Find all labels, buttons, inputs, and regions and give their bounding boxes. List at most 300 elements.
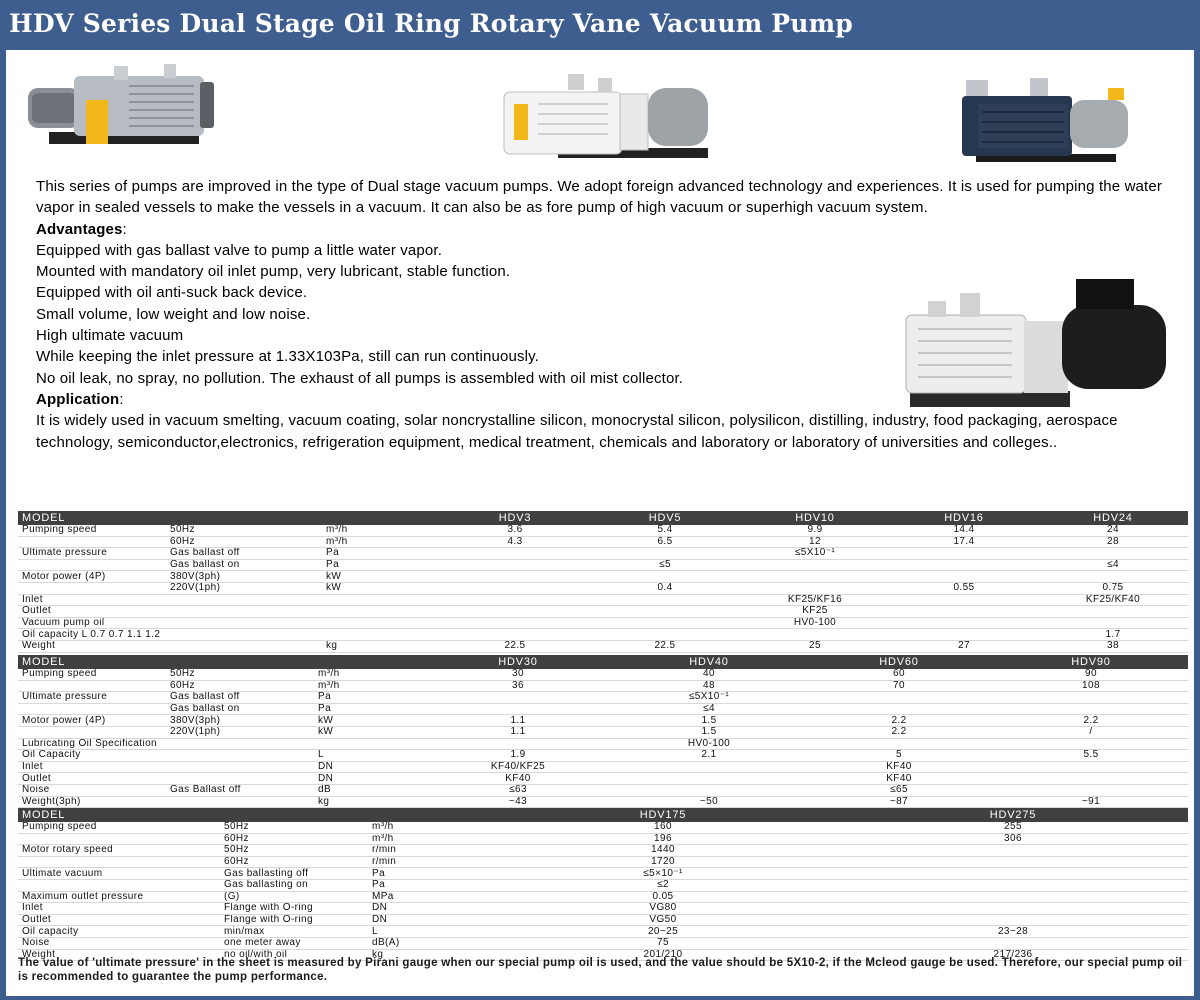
value-cell: HV0-100	[740, 617, 890, 629]
value-cell: 12	[740, 536, 890, 548]
table-row	[18, 715, 1188, 727]
value-cell	[838, 879, 1188, 891]
row-label-cell: Noise	[18, 937, 220, 949]
table-row	[18, 680, 1188, 692]
value-cell	[994, 773, 1188, 785]
row-label-cell: Motor power (4P)	[18, 571, 166, 583]
title-bar	[0, 0, 1200, 50]
row-label-cell	[18, 726, 166, 738]
table-row	[18, 914, 1188, 926]
table-row	[18, 629, 1188, 641]
value-cell: 2.2	[994, 715, 1188, 727]
row-sublabel-cell: Pa	[322, 559, 440, 571]
value-cell	[440, 617, 590, 629]
value-cell	[994, 738, 1188, 750]
row-label-cell: Pumping speed	[18, 822, 220, 833]
row-sublabel-cell: r/min	[368, 845, 488, 857]
value-cell: 28	[1038, 536, 1188, 548]
value-cell	[422, 738, 614, 750]
value-cell	[890, 606, 1038, 618]
advantages-heading: Advantages:	[36, 220, 127, 238]
row-label-cell: Pumping speed	[18, 525, 166, 536]
footnote: The value of 'ultimate pressure' in the sheet is measured by Pirani gauge when our special pump oil is used, and the value should be 5X10-2, if the Mcleod gauge be used. Therefore, our special pump oil is recommended to guarantee the pump performance.	[18, 957, 1183, 983]
value-cell: ~50	[614, 796, 804, 808]
table-row	[18, 822, 1188, 833]
value-cell: ≤63	[422, 784, 614, 796]
row-label-cell: Motor rotary speed	[18, 845, 220, 857]
value-cell	[838, 845, 1188, 857]
value-cell	[440, 548, 590, 560]
table-row	[18, 856, 1188, 868]
row-sublabel-cell: dB(A)	[368, 937, 488, 949]
application-heading: Application:	[36, 390, 124, 408]
model-column-header	[322, 511, 440, 525]
value-cell	[590, 617, 740, 629]
row-sublabel-cell: 60Hz	[166, 536, 322, 548]
advantage-item: While keeping the inlet pressure at 1.33X103Pa, still can run continuously.	[36, 348, 539, 366]
table-row	[18, 926, 1188, 938]
value-cell	[440, 606, 590, 618]
table-row	[18, 750, 1188, 762]
value-cell	[890, 559, 1038, 571]
table-row	[18, 617, 1188, 629]
row-label-cell: Inlet	[18, 761, 166, 773]
value-cell	[590, 594, 740, 606]
row-sublabel-cell: 380V(3ph)	[166, 571, 322, 583]
row-sublabel-cell: kW	[322, 582, 440, 594]
value-cell	[1038, 606, 1188, 618]
row-label-cell	[18, 703, 166, 715]
value-cell	[890, 548, 1038, 560]
row-sublabel-cell	[322, 617, 440, 629]
value-cell	[994, 703, 1188, 715]
row-sublabel-cell: kg	[314, 796, 422, 808]
value-cell: 36	[422, 680, 614, 692]
value-cell: 4.3	[440, 536, 590, 548]
row-sublabel-cell: m³/h	[322, 536, 440, 548]
model-header-cell: MODEL	[18, 655, 166, 669]
value-cell: 5.5	[994, 750, 1188, 762]
table-row	[18, 773, 1188, 785]
model-column-header: HDV175	[488, 808, 838, 822]
value-cell	[740, 629, 890, 641]
value-cell: 2.2	[804, 726, 994, 738]
value-cell	[614, 784, 804, 796]
row-sublabel-cell: kW	[314, 726, 422, 738]
value-cell: 75	[488, 937, 838, 949]
row-sublabel-cell: min/max	[220, 926, 368, 938]
table-row	[18, 692, 1188, 704]
model-column-header: HDV275	[838, 808, 1188, 822]
row-sublabel-cell: m³/h	[368, 833, 488, 845]
value-cell: 5.4	[590, 525, 740, 536]
row-label-cell	[18, 833, 220, 845]
row-sublabel-cell: Flange with O-ring	[220, 903, 368, 915]
row-sublabel-cell	[166, 796, 314, 808]
model-column-header: HDV30	[422, 655, 614, 669]
spec-table-hdv175-275	[18, 808, 1188, 961]
row-sublabel-cell	[166, 761, 314, 773]
row-sublabel-cell: m³/h	[322, 525, 440, 536]
value-cell: ≤5	[590, 559, 740, 571]
row-label-cell: Outlet	[18, 606, 166, 618]
value-cell: ≤4	[614, 703, 804, 715]
advantage-item: High ultimate vacuum	[36, 327, 184, 345]
row-sublabel-cell: Pa	[368, 868, 488, 880]
table-row	[18, 784, 1188, 796]
row-sublabel-cell	[322, 606, 440, 618]
row-label-cell	[18, 559, 166, 571]
page-title: HDV Series Dual Stage Oil Ring Rotary Vane Vacuum Pump	[9, 9, 853, 38]
value-cell	[804, 692, 994, 704]
row-sublabel-cell: Gas ballast off	[166, 548, 322, 560]
row-sublabel-cell: L	[314, 750, 422, 762]
advantage-item: Mounted with mandatory oil inlet pump, very lubricant, stable function.	[36, 263, 511, 281]
value-cell: 17.4	[890, 536, 1038, 548]
value-cell: 48	[614, 680, 804, 692]
pump-photo-grey-yellow	[24, 60, 230, 156]
row-label-cell: Maximum outlet pressure	[18, 891, 220, 903]
value-cell	[994, 761, 1188, 773]
row-sublabel-cell	[322, 594, 440, 606]
row-label-cell: Inlet	[18, 903, 220, 915]
content-panel	[6, 50, 1194, 996]
value-cell	[740, 582, 890, 594]
model-column-header	[368, 808, 488, 822]
row-label-cell: Weight	[18, 640, 166, 652]
row-label-cell	[18, 879, 220, 891]
table-row	[18, 726, 1188, 738]
spec-table-hdv3-24	[18, 511, 1188, 653]
value-cell: ~91	[994, 796, 1188, 808]
value-cell	[440, 582, 590, 594]
row-label-cell: Outlet	[18, 773, 166, 785]
value-cell: VG80	[488, 903, 838, 915]
row-sublabel-cell	[166, 617, 322, 629]
value-cell: 1440	[488, 845, 838, 857]
model-column-header	[220, 808, 368, 822]
value-cell	[838, 891, 1188, 903]
value-cell	[838, 868, 1188, 880]
row-sublabel-cell: one meter away	[220, 937, 368, 949]
table-row	[18, 559, 1188, 571]
value-cell	[440, 629, 590, 641]
value-cell: KF40	[804, 761, 994, 773]
row-sublabel-cell: m³/h	[314, 680, 422, 692]
table-row	[18, 669, 1188, 680]
row-sublabel-cell: Gas Ballast off	[166, 784, 314, 796]
table-header-row	[18, 511, 1188, 525]
value-cell: 0.55	[890, 582, 1038, 594]
advantage-item: Small volume, low weight and low noise.	[36, 305, 311, 323]
table-header-row	[18, 808, 1188, 822]
row-sublabel-cell: Gas ballasting off	[220, 868, 368, 880]
value-cell: 1.5	[614, 715, 804, 727]
model-column-header: HDV16	[890, 511, 1038, 525]
row-sublabel-cell: 60Hz	[220, 833, 368, 845]
value-cell	[740, 571, 890, 583]
value-cell: 255	[838, 822, 1188, 833]
row-label-cell: Ultimate pressure	[18, 548, 166, 560]
value-cell: 25	[740, 640, 890, 652]
value-cell: 20~25	[488, 926, 838, 938]
table-row	[18, 891, 1188, 903]
row-label-cell: Ultimate vacuum	[18, 868, 220, 880]
row-sublabel-cell: DN	[368, 914, 488, 926]
row-sublabel-cell: kW	[314, 715, 422, 727]
row-sublabel-cell: 380V(3ph)	[166, 715, 314, 727]
pump-photo-white	[498, 68, 714, 166]
row-label-cell: Pumping speed	[18, 669, 166, 680]
row-sublabel-cell: 60Hz	[166, 680, 314, 692]
row-label-cell: Ultimate pressure	[18, 692, 166, 704]
row-sublabel-cell: (G)	[220, 891, 368, 903]
value-cell: HV0-100	[614, 738, 804, 750]
value-cell: 0.75	[1038, 582, 1188, 594]
row-sublabel-cell	[166, 738, 314, 750]
row-label-cell: Noise	[18, 784, 166, 796]
table-row	[18, 594, 1188, 606]
model-column-header: HDV60	[804, 655, 994, 669]
value-cell: ~43	[422, 796, 614, 808]
value-cell	[804, 703, 994, 715]
value-cell	[614, 761, 804, 773]
row-sublabel-cell	[166, 640, 322, 652]
model-column-header: HDV90	[994, 655, 1188, 669]
model-header-cell: MODEL	[18, 808, 220, 822]
value-cell: ≤5×10⁻¹	[488, 868, 838, 880]
value-cell	[1038, 548, 1188, 560]
row-sublabel-cell: Gas ballast off	[166, 692, 314, 704]
value-cell: 108	[994, 680, 1188, 692]
value-cell	[590, 548, 740, 560]
value-cell	[590, 571, 740, 583]
advantage-item: Equipped with oil anti-suck back device.	[36, 284, 308, 302]
value-cell	[440, 594, 590, 606]
value-cell: ≤65	[804, 784, 994, 796]
row-sublabel-cell: kg	[368, 949, 488, 961]
model-column-header: HDV40	[614, 655, 804, 669]
table-row	[18, 640, 1188, 652]
table-row	[18, 796, 1188, 808]
row-label-cell: Lubricating Oil Specification	[18, 738, 166, 750]
value-cell: 24	[1038, 525, 1188, 536]
model-column-header: HDV10	[740, 511, 890, 525]
row-sublabel-cell: dB	[314, 784, 422, 796]
value-cell	[1038, 571, 1188, 583]
table-row	[18, 845, 1188, 857]
value-cell: 1.1	[422, 726, 614, 738]
value-cell	[440, 571, 590, 583]
row-sublabel-cell: r/min	[368, 856, 488, 868]
model-column-header: HDV24	[1038, 511, 1188, 525]
row-sublabel-cell: m³/h	[314, 669, 422, 680]
row-sublabel-cell: Gas ballasting on	[220, 879, 368, 891]
value-cell: 27	[890, 640, 1038, 652]
table-row	[18, 879, 1188, 891]
model-column-header	[166, 655, 314, 669]
value-cell	[440, 559, 590, 571]
value-cell	[838, 937, 1188, 949]
value-cell: 60	[804, 669, 994, 680]
table-row	[18, 582, 1188, 594]
table-row	[18, 903, 1188, 915]
value-cell: 1.1	[422, 715, 614, 727]
row-sublabel-cell: 50Hz	[220, 822, 368, 833]
row-sublabel-cell: m³/h	[368, 822, 488, 833]
table-row	[18, 536, 1188, 548]
value-cell	[422, 703, 614, 715]
model-column-header	[314, 655, 422, 669]
value-cell	[838, 914, 1188, 926]
row-sublabel-cell	[166, 629, 322, 641]
row-sublabel-cell	[166, 594, 322, 606]
row-label-cell: Outlet	[18, 914, 220, 926]
value-cell: 22.5	[440, 640, 590, 652]
row-sublabel-cell: 220V(1ph)	[166, 726, 314, 738]
value-cell: 38	[1038, 640, 1188, 652]
value-cell	[614, 773, 804, 785]
table-row	[18, 937, 1188, 949]
value-cell: 0.4	[590, 582, 740, 594]
value-cell: 217/236	[838, 949, 1188, 961]
value-cell: ≤5X10⁻¹	[740, 548, 890, 560]
table-row	[18, 738, 1188, 750]
row-sublabel-cell	[314, 738, 422, 750]
value-cell: 196	[488, 833, 838, 845]
intro-paragraph: This series of pumps are improved in the type of Dual stage vacuum pumps. We adopt foreign advanced technology and experiences. It is used for pumping the water vapor in sealed vessels to make the vessels in a vacuum. It can also be as fore pump of high vacuum or superhigh vacuum system.	[36, 178, 1163, 217]
row-label-cell: Motor power (4P)	[18, 715, 166, 727]
value-cell: 40	[614, 669, 804, 680]
row-sublabel-cell: 50Hz	[220, 845, 368, 857]
table-row	[18, 606, 1188, 618]
value-cell: 30	[422, 669, 614, 680]
value-cell: 14.4	[890, 525, 1038, 536]
value-cell: KF25	[740, 606, 890, 618]
row-label-cell	[18, 680, 166, 692]
row-label-cell: Weight	[18, 949, 220, 961]
value-cell: 1720	[488, 856, 838, 868]
value-cell: 2.2	[804, 715, 994, 727]
table-row	[18, 761, 1188, 773]
row-label-cell: Oil capacity L 0.7 0.7 1.1 1.2	[18, 629, 166, 641]
row-sublabel-cell: L	[368, 926, 488, 938]
row-sublabel-cell: DN	[314, 773, 422, 785]
value-cell: 1.5	[614, 726, 804, 738]
table-row	[18, 525, 1188, 536]
row-sublabel-cell: Pa	[314, 703, 422, 715]
value-cell	[890, 594, 1038, 606]
row-label-cell: Vacuum pump oil	[18, 617, 166, 629]
row-sublabel-cell: Pa	[368, 879, 488, 891]
row-sublabel-cell	[322, 629, 440, 641]
value-cell: 23~28	[838, 926, 1188, 938]
value-cell: 3.6	[440, 525, 590, 536]
table-row	[18, 703, 1188, 715]
model-column-header	[166, 511, 322, 525]
value-cell	[890, 571, 1038, 583]
value-cell: 9.9	[740, 525, 890, 536]
value-cell: ≤4	[1038, 559, 1188, 571]
row-label-cell: Oil capacity	[18, 926, 220, 938]
value-cell: ≤5X10⁻¹	[614, 692, 804, 704]
row-label-cell	[18, 856, 220, 868]
value-cell: 22.5	[590, 640, 740, 652]
value-cell: VG50	[488, 914, 838, 926]
value-cell: KF40	[804, 773, 994, 785]
value-cell	[590, 629, 740, 641]
value-cell	[740, 559, 890, 571]
spec-table-hdv30-90	[18, 655, 1188, 808]
value-cell: 90	[994, 669, 1188, 680]
row-label-cell: Oil Capacity	[18, 750, 166, 762]
row-sublabel-cell	[166, 606, 322, 618]
row-sublabel-cell: kg	[322, 640, 440, 652]
application-paragraph: It is widely used in vacuum smelting, vacuum coating, solar noncrystalline silicon, monocrystal silicon, polysilicon, distilling, industry, food packaging, aerospace technology, semiconductor,electronics, refrigeration equipment, medical treatment, chemicals and laboratory or laboratory of universities and colleges..	[36, 412, 1118, 451]
row-sublabel-cell: DN	[314, 761, 422, 773]
row-label-cell	[18, 536, 166, 548]
row-sublabel-cell: no oil/with oil	[220, 949, 368, 961]
value-cell: /	[994, 726, 1188, 738]
value-cell: KF25/KF16	[740, 594, 890, 606]
value-cell: KF40/KF25	[422, 761, 614, 773]
row-sublabel-cell: Gas ballast on	[166, 703, 314, 715]
table-row	[18, 548, 1188, 560]
value-cell	[994, 692, 1188, 704]
table-header-row	[18, 655, 1188, 669]
row-label-cell	[18, 582, 166, 594]
advantage-item: Equipped with gas ballast valve to pump a little water vapor.	[36, 241, 443, 259]
value-cell	[838, 856, 1188, 868]
value-cell	[422, 692, 614, 704]
value-cell: 306	[838, 833, 1188, 845]
value-cell	[994, 784, 1188, 796]
value-cell: ≤2	[488, 879, 838, 891]
table-row	[18, 868, 1188, 880]
model-column-header: HDV5	[590, 511, 740, 525]
value-cell: 6.5	[590, 536, 740, 548]
value-cell: KF25/KF40	[1038, 594, 1188, 606]
row-sublabel-cell: Pa	[314, 692, 422, 704]
table-row	[18, 571, 1188, 583]
pump-photo-white-black-motor	[900, 275, 1176, 415]
row-sublabel-cell: Pa	[322, 548, 440, 560]
row-sublabel-cell: 220V(1ph)	[166, 582, 322, 594]
value-cell: 160	[488, 822, 838, 833]
value-cell: 201/210	[488, 949, 838, 961]
value-cell	[590, 606, 740, 618]
pump-photo-dark-blue	[958, 70, 1134, 166]
value-cell	[890, 629, 1038, 641]
table-row	[18, 833, 1188, 845]
row-sublabel-cell: 60Hz	[220, 856, 368, 868]
model-column-header: HDV3	[440, 511, 590, 525]
model-header-cell: MODEL	[18, 511, 166, 525]
value-cell	[804, 738, 994, 750]
row-sublabel-cell	[166, 750, 314, 762]
row-sublabel-cell: kW	[322, 571, 440, 583]
row-sublabel-cell: Flange with O-ring	[220, 914, 368, 926]
value-cell: 70	[804, 680, 994, 692]
value-cell	[838, 903, 1188, 915]
row-label-cell: Weight(3ph)	[18, 796, 166, 808]
row-sublabel-cell: 50Hz	[166, 525, 322, 536]
value-cell	[890, 617, 1038, 629]
row-sublabel-cell: Gas ballast on	[166, 559, 322, 571]
row-sublabel-cell: MPa	[368, 891, 488, 903]
value-cell: KF40	[422, 773, 614, 785]
value-cell	[1038, 617, 1188, 629]
